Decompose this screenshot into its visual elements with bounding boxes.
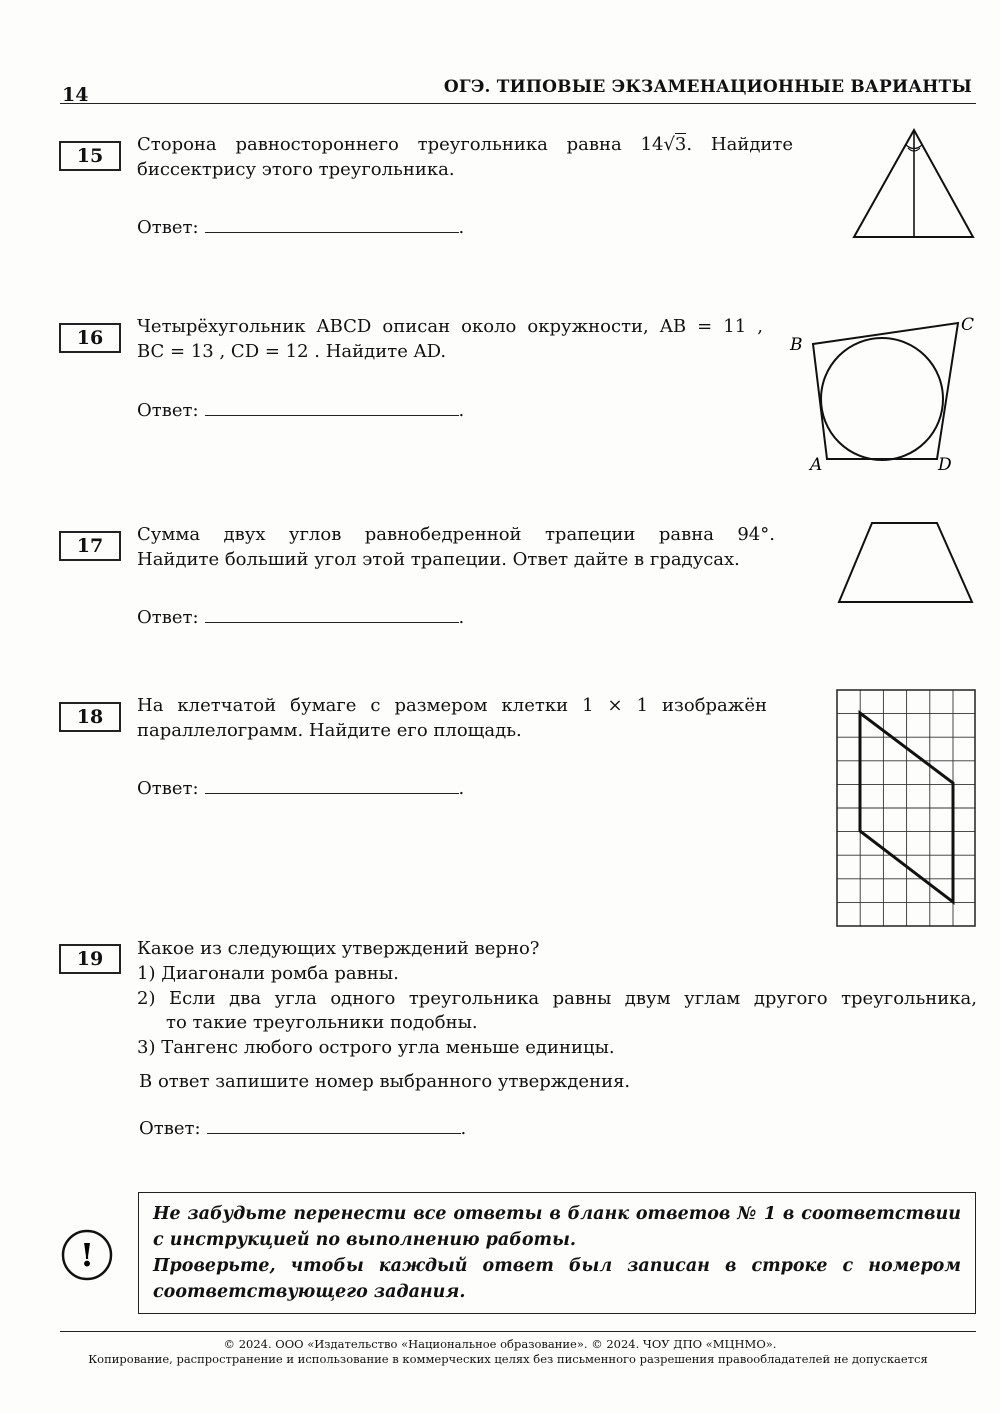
trapezoid-figure [835, 518, 977, 606]
notice-line-2: с инструкцией по выполнению работы. [153, 1230, 576, 1250]
answer-input-16[interactable] [205, 397, 459, 416]
task-number-18: 18 [59, 702, 121, 732]
task-19-option-3: 3) Тангенс любого острого угла меньше единицы. [137, 1037, 615, 1058]
copyright-notice: Копирование, распространение и использование в коммерческих целях без письменного разрешения правообладателей не допускается [88, 1352, 928, 1366]
task-number-17: 17 [59, 531, 121, 561]
task-17-line-2: Найдите больший угол этой трапеции. Ответ дайте в градусах. [137, 549, 740, 570]
task-number-16: 16 [59, 323, 121, 353]
task-number-15: 15 [59, 141, 121, 171]
task-16-text [137, 314, 763, 364]
task-16-answer: Ответ: . [137, 397, 464, 421]
task-15-answer: Ответ: . [137, 214, 464, 238]
task-17-line-1: Сумма двух углов равнобедренной трапеции равна 94°. [137, 524, 775, 545]
task-15-line-2: биссектрису этого треугольника. [137, 159, 455, 180]
quadrilateral-circle-figure [780, 310, 980, 480]
copyright-line: © 2024. ООО «Издательство «Национальное образование». © 2024. ЧОУ ДПО «МЦНМО». [223, 1337, 777, 1351]
grid-parallelogram-figure [836, 689, 978, 929]
triangle-figure [848, 125, 980, 241]
page-header-title: ОГЭ. ТИПОВЫЕ ЭКЗАМЕНАЦИОННЫЕ ВАРИАНТЫ [443, 77, 972, 97]
task-19-instruction: В ответ запишите номер выбранного утверждения. [139, 1071, 631, 1092]
answer-label: Ответ: [137, 778, 199, 799]
notice-box [138, 1192, 976, 1314]
answer-input-19[interactable] [207, 1115, 461, 1134]
task-15-line-1b: . Найдите [686, 134, 794, 155]
vertex-label-c: C [961, 315, 975, 335]
vertex-label-d: D [938, 455, 952, 475]
task-19-answer: Ответ: . [139, 1115, 466, 1139]
task-19-option-2: 2) Если два угла одного треугольника равны двум углам другого треугольника, [137, 988, 977, 1009]
task-17-text [137, 522, 775, 572]
notice-line-1: Не забудьте перенести все ответы в бланк ответов № 1 в соответствии [153, 1204, 961, 1224]
task-18-text [137, 693, 767, 743]
task-19-option-2-cont: то такие треугольники подобны. [166, 1012, 478, 1033]
task-18-line-1: На клетчатой бумаге с размером клетки 1 × 1 изображён [137, 695, 767, 716]
answer-input-15[interactable] [205, 214, 459, 233]
task-15-line-1 [137, 132, 793, 157]
answer-label: Ответ: [139, 1118, 201, 1139]
task-16-line-2: BC = 13 , CD = 12 . Найдите AD. [137, 341, 447, 362]
page-number: 14 [62, 84, 89, 106]
task-18-answer: Ответ: . [137, 775, 464, 799]
footer-divider [60, 1331, 976, 1332]
task-15-sqrt-value: 3 [674, 134, 687, 155]
answer-label: Ответ: [137, 607, 199, 628]
task-17-answer: Ответ: . [137, 604, 464, 628]
task-16-line-1: Четырёхугольник ABCD описан около окружности, AB = 11 , [137, 316, 763, 337]
answer-input-18[interactable] [205, 775, 459, 794]
task-15-line-1a: Сторона равностороннего треугольника равна 14 [137, 134, 664, 155]
answer-label: Ответ: [137, 217, 199, 238]
sqrt-symbol: √ [663, 134, 675, 155]
exclamation-icon [60, 1228, 114, 1282]
task-18-line-2: параллелограмм. Найдите его площадь. [137, 720, 522, 741]
task-15-text [137, 132, 793, 182]
vertex-label-b: B [790, 335, 803, 355]
vertex-label-a: A [810, 455, 823, 475]
task-19-option-1: 1) Диагонали ромба равны. [137, 963, 399, 984]
answer-label: Ответ: [137, 400, 199, 421]
header-divider [60, 103, 976, 104]
exclamation-glyph: ! [79, 1236, 95, 1274]
task-19-question: Какое из следующих утверждений верно? [137, 938, 540, 959]
task-number-19: 19 [59, 944, 121, 974]
answer-input-17[interactable] [205, 604, 459, 623]
notice-line-3: Проверьте, чтобы каждый ответ был записан в строке с номером [153, 1256, 961, 1276]
notice-line-4: соответствующего задания. [153, 1282, 466, 1302]
